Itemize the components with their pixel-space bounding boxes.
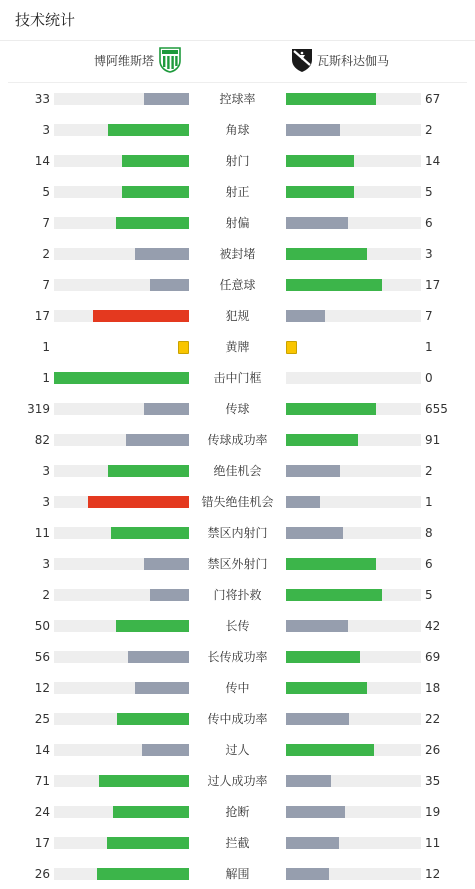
- home-bar-track: [54, 744, 189, 756]
- home-bar-track: [54, 806, 189, 818]
- away-bar-fill: [286, 248, 367, 260]
- away-team-name: 瓦斯科达伽马: [317, 53, 390, 68]
- away-value: 5: [425, 588, 433, 602]
- away-bar-fill: [286, 589, 382, 601]
- home-team-name: 博阿维斯塔: [93, 53, 154, 68]
- stat-label: 解围: [225, 867, 250, 881]
- stat-row: [0, 176, 475, 207]
- stat-row: [0, 238, 475, 269]
- stat-row: [0, 579, 475, 610]
- stat-row: [0, 548, 475, 579]
- away-yellow-card-icon: [286, 341, 297, 354]
- home-bar-track: [54, 93, 189, 105]
- home-bar-fill: [126, 434, 189, 446]
- home-bar-track: [54, 372, 189, 384]
- stat-label: 传球: [225, 402, 250, 416]
- stat-label: 控球率: [219, 92, 256, 106]
- home-value: 26: [34, 867, 50, 881]
- away-bar-track: [286, 93, 421, 105]
- home-bar-fill: [93, 310, 189, 322]
- teams-header: [8, 41, 467, 83]
- stat-label: 黄牌: [225, 340, 250, 354]
- stat-label: 射门: [225, 154, 250, 168]
- away-bar-track: [286, 651, 421, 663]
- stat-row: [0, 734, 475, 765]
- home-team-crest-icon: [159, 47, 181, 73]
- home-value: 7: [42, 216, 50, 230]
- away-bar-track: [286, 496, 421, 508]
- away-value: 11: [425, 836, 441, 850]
- home-bar-track: [54, 868, 189, 880]
- stat-row: [0, 672, 475, 703]
- stat-row: [0, 207, 475, 238]
- stat-label: 抢断: [225, 805, 250, 819]
- away-bar-track: [286, 527, 421, 539]
- stat-label: 禁区内射门: [207, 526, 268, 540]
- stat-row: [0, 703, 475, 734]
- home-value: 24: [34, 805, 50, 819]
- away-team[interactable]: [291, 47, 389, 73]
- home-bar-fill: [150, 279, 189, 291]
- home-value: 50: [34, 619, 50, 633]
- stat-label: 传中成功率: [207, 712, 268, 726]
- away-bar-track: [286, 589, 421, 601]
- home-bar-fill: [144, 93, 189, 105]
- home-bar-fill: [116, 620, 189, 632]
- away-bar-track: [286, 248, 421, 260]
- home-value: 1: [42, 371, 50, 385]
- stat-row: [0, 393, 475, 424]
- home-bar-track: [54, 527, 189, 539]
- home-value: 12: [34, 681, 50, 695]
- home-bar-fill: [128, 651, 189, 663]
- away-bar-track: [286, 713, 421, 725]
- away-bar-track: [286, 186, 421, 198]
- home-bar-fill: [135, 248, 189, 260]
- home-bar-track: [54, 279, 189, 291]
- away-value: 3: [425, 247, 433, 261]
- home-bar-fill: [54, 372, 189, 384]
- home-bar-track: [54, 186, 189, 198]
- stat-label: 错失绝佳机会: [201, 495, 274, 509]
- stat-row: [0, 517, 475, 548]
- stat-label: 禁区外射门: [207, 557, 268, 571]
- away-bar-track: [286, 744, 421, 756]
- home-bar-fill: [116, 217, 189, 229]
- away-value: 5: [425, 185, 433, 199]
- home-bar-fill: [117, 713, 189, 725]
- away-bar-track: [286, 775, 421, 787]
- stat-row: [0, 765, 475, 796]
- away-bar-track: [286, 434, 421, 446]
- home-value: 33: [34, 92, 50, 106]
- away-bar-track: [286, 403, 421, 415]
- away-value: 67: [425, 92, 441, 106]
- home-bar-track: [54, 558, 189, 570]
- away-bar-fill: [286, 868, 329, 880]
- stat-row: [0, 610, 475, 641]
- stat-label: 长传: [225, 619, 250, 633]
- home-bar-track: [54, 651, 189, 663]
- away-value: 1: [425, 340, 433, 354]
- stat-row: [0, 114, 475, 145]
- away-value: 22: [425, 712, 441, 726]
- home-bar-track: [54, 465, 189, 477]
- away-bar-track: [286, 465, 421, 477]
- away-bar-track: [286, 682, 421, 694]
- home-value: 17: [34, 309, 50, 323]
- away-bar-track: [286, 868, 421, 880]
- home-value: 82: [34, 433, 50, 447]
- stat-label: 门将扑救: [213, 588, 262, 602]
- away-value: 2: [425, 464, 433, 478]
- away-bar-fill: [286, 651, 360, 663]
- home-bar-track: [54, 310, 189, 322]
- stat-row: [0, 827, 475, 858]
- stat-label: 过人: [225, 743, 250, 757]
- home-value: 7: [42, 278, 50, 292]
- away-bar-fill: [286, 155, 354, 167]
- away-value: 8: [425, 526, 433, 540]
- home-bar-fill: [108, 465, 189, 477]
- away-bar-track: [286, 558, 421, 570]
- away-bar-fill: [286, 620, 348, 632]
- away-bar-fill: [286, 744, 374, 756]
- stat-row: [0, 858, 475, 889]
- away-value: 6: [425, 216, 433, 230]
- stat-label: 传中: [225, 681, 250, 695]
- stat-label: 任意球: [219, 278, 256, 292]
- home-bar-fill: [122, 186, 190, 198]
- stat-label: 射正: [225, 185, 250, 199]
- away-value: 26: [425, 743, 441, 757]
- home-bar-track: [54, 775, 189, 787]
- stat-label: 长传成功率: [207, 650, 268, 664]
- away-bar-fill: [286, 124, 340, 136]
- stat-row: [0, 269, 475, 300]
- away-bar-fill: [286, 713, 349, 725]
- away-bar-fill: [286, 403, 376, 415]
- home-value: 17: [34, 836, 50, 850]
- home-bar-track: [54, 434, 189, 446]
- home-value: 14: [34, 154, 50, 168]
- home-value: 2: [42, 247, 50, 261]
- away-bar-track: [286, 372, 421, 384]
- away-bar-fill: [286, 310, 325, 322]
- home-bar-track: [54, 837, 189, 849]
- away-value: 1: [425, 495, 433, 509]
- stat-label: 传球成功率: [207, 433, 268, 447]
- stat-row: [0, 300, 475, 331]
- home-yellow-card-icon: [178, 341, 189, 354]
- home-value: 3: [42, 464, 50, 478]
- stat-label: 绝佳机会: [213, 464, 262, 478]
- home-bar-fill: [144, 403, 189, 415]
- home-bar-fill: [108, 124, 189, 136]
- home-value: 14: [34, 743, 50, 757]
- stats-list: [0, 83, 475, 889]
- away-bar-track: [286, 310, 421, 322]
- home-bar-track: [54, 155, 189, 167]
- stat-label: 拦截: [225, 836, 250, 850]
- away-bar-track: [286, 806, 421, 818]
- away-bar-track: [286, 155, 421, 167]
- stat-row: [0, 424, 475, 455]
- home-bar-fill: [107, 837, 189, 849]
- home-bar-track: [54, 713, 189, 725]
- away-bar-fill: [286, 496, 320, 508]
- away-bar-fill: [286, 775, 331, 787]
- away-bar-fill: [286, 527, 343, 539]
- stat-label: 过人成功率: [207, 774, 268, 788]
- home-bar-track: [54, 589, 189, 601]
- away-bar-fill: [286, 837, 339, 849]
- away-team-crest-icon: [291, 47, 313, 73]
- home-bar-track: [54, 620, 189, 632]
- home-bar-fill: [111, 527, 189, 539]
- stat-label: 射偏: [225, 216, 250, 230]
- stat-row: [0, 362, 475, 393]
- away-value: 69: [425, 650, 441, 664]
- away-bar-fill: [286, 465, 340, 477]
- away-bar-track: [286, 279, 421, 291]
- home-bar-fill: [88, 496, 189, 508]
- home-bar-track: [54, 124, 189, 136]
- home-value: 3: [42, 123, 50, 137]
- stat-label: 击中门框: [213, 371, 262, 385]
- page-title: 技术统计: [0, 0, 475, 41]
- home-bar-track: [54, 248, 189, 260]
- stat-row: [0, 641, 475, 672]
- home-bar-fill: [113, 806, 189, 818]
- home-value: 319: [27, 402, 50, 416]
- home-value: 56: [34, 650, 50, 664]
- away-bar-fill: [286, 806, 345, 818]
- away-value: 0: [425, 371, 433, 385]
- away-value: 12: [425, 867, 441, 881]
- home-bar-fill: [144, 558, 189, 570]
- stat-row: [0, 145, 475, 176]
- away-value: 7: [425, 309, 433, 323]
- home-bar-fill: [99, 775, 189, 787]
- home-value: 3: [42, 557, 50, 571]
- home-bar-track: [54, 217, 189, 229]
- away-value: 6: [425, 557, 433, 571]
- stat-label: 角球: [225, 123, 250, 137]
- stat-row: [0, 331, 475, 362]
- away-bar-fill: [286, 434, 358, 446]
- away-bar-fill: [286, 93, 376, 105]
- home-value: 1: [42, 340, 50, 354]
- away-bar-track: [286, 837, 421, 849]
- home-bar-fill: [142, 744, 189, 756]
- stat-row: [0, 455, 475, 486]
- away-bar-track: [286, 620, 421, 632]
- away-bar-fill: [286, 217, 348, 229]
- away-bar-track: [286, 217, 421, 229]
- away-bar-fill: [286, 558, 376, 570]
- away-bar-fill: [286, 279, 382, 291]
- away-bar-track: [286, 124, 421, 136]
- away-bar-fill: [286, 186, 354, 198]
- away-value: 42: [425, 619, 441, 633]
- home-bar-fill: [97, 868, 189, 880]
- home-value: 25: [34, 712, 50, 726]
- away-bar-fill: [286, 682, 367, 694]
- home-bar-track: [54, 496, 189, 508]
- home-bar-track: [54, 403, 189, 415]
- stat-row: [0, 486, 475, 517]
- away-value: 19: [425, 805, 441, 819]
- away-value: 655: [425, 402, 448, 416]
- home-value: 71: [34, 774, 50, 788]
- home-team[interactable]: [94, 47, 181, 73]
- away-value: 18: [425, 681, 441, 695]
- home-bar-track: [54, 682, 189, 694]
- home-bar-fill: [135, 682, 189, 694]
- home-bar-fill: [150, 589, 189, 601]
- home-value: 5: [42, 185, 50, 199]
- home-bar-fill: [122, 155, 190, 167]
- away-value: 35: [425, 774, 441, 788]
- stat-row: [0, 83, 475, 114]
- home-value: 11: [34, 526, 50, 540]
- home-value: 3: [42, 495, 50, 509]
- stat-label: 被封堵: [219, 247, 256, 261]
- away-value: 14: [425, 154, 441, 168]
- away-value: 91: [425, 433, 441, 447]
- away-value: 2: [425, 123, 433, 137]
- away-value: 17: [425, 278, 441, 292]
- home-value: 2: [42, 588, 50, 602]
- stat-row: [0, 796, 475, 827]
- stat-label: 犯规: [225, 309, 250, 323]
